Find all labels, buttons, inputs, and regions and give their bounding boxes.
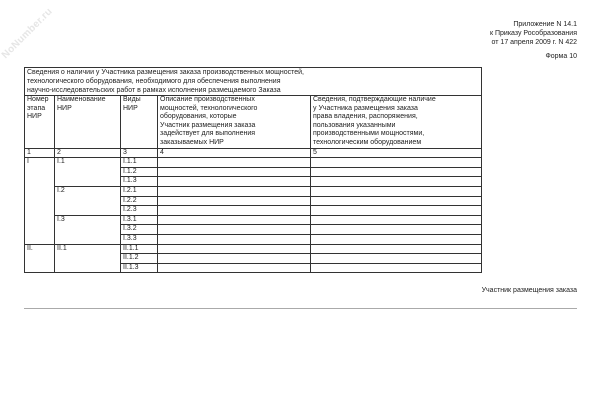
column-number-row: [25, 148, 482, 158]
column-number: 4: [158, 148, 311, 158]
column-number: 3: [121, 148, 158, 158]
header-stage: Номер этапа НИР: [25, 96, 55, 149]
type-cell: I.2.2: [121, 196, 158, 206]
type-cell: II.1.3: [121, 263, 158, 273]
description-cell: [158, 206, 311, 216]
evidence-cell: [311, 206, 482, 216]
evidence-cell: [311, 254, 482, 264]
evidence-cell: [311, 167, 482, 177]
evidence-cell: [311, 234, 482, 244]
description-cell: [158, 215, 311, 225]
header-name: Наименование НИР: [55, 96, 121, 149]
annex-block: [490, 20, 577, 47]
type-cell: I.2.1: [121, 186, 158, 196]
description-cell: [158, 186, 311, 196]
watermark: NoNumber.ru: [0, 6, 55, 61]
column-number: 2: [55, 148, 121, 158]
type-cell: I.1.2: [121, 167, 158, 177]
stage-cell: I: [25, 158, 55, 244]
description-cell: [158, 167, 311, 177]
name-cell: II.1: [55, 244, 121, 273]
header-types: Виды НИР: [121, 96, 158, 149]
name-cell: I.2: [55, 186, 121, 215]
evidence-cell: [311, 244, 482, 254]
description-cell: [158, 244, 311, 254]
evidence-cell: [311, 186, 482, 196]
type-cell: II.1.2: [121, 254, 158, 264]
description-cell: [158, 196, 311, 206]
evidence-cell: [311, 263, 482, 273]
name-cell: I.1: [55, 158, 121, 187]
evidence-cell: [311, 215, 482, 225]
description-cell: [158, 177, 311, 187]
type-cell: I.3.3: [121, 234, 158, 244]
header-description: Описание производственных мощностей, технологического оборудования, которые Участник размещения заказа задействует для выполнения заказываемых НИР: [158, 96, 311, 149]
header-row: [25, 96, 482, 149]
column-number: 1: [25, 148, 55, 158]
annex-line-2: к Приказу Рособразования: [489, 30, 577, 37]
description-cell: [158, 254, 311, 264]
table-row: [25, 215, 482, 225]
evidence-cell: [311, 225, 482, 235]
type-cell: I.3.1: [121, 215, 158, 225]
annex-line-3: от 17 апреля 2009 г. N 422: [491, 39, 577, 46]
signature-label: Участник размещения заказа: [481, 287, 577, 294]
description-cell: [158, 225, 311, 235]
header-evidence: Сведения, подтверждающие наличие у Участника размещения заказа права владения, распоряжения, пользования указанными производственными мощностями, технологическим оборудованием: [311, 96, 482, 149]
evidence-cell: [311, 177, 482, 187]
evidence-cell: [311, 196, 482, 206]
column-number: 5: [311, 148, 482, 158]
capacities-table: [24, 67, 482, 273]
table-row: [25, 186, 482, 196]
annex-line-1: Приложение N 14.1: [513, 21, 577, 28]
stage-cell: II.: [25, 244, 55, 273]
description-cell: [158, 158, 311, 168]
type-cell: I.1.3: [121, 177, 158, 187]
table-row: [25, 244, 482, 254]
table-caption: Сведения о наличии у Участника размещения заказа производственных мощностей, технологического оборудования, необходимого для обеспечения выполнения научно-исследовательских работ в рамках исполнения размещаемого Заказа: [25, 68, 482, 96]
name-cell: I.3: [55, 215, 121, 244]
type-cell: I.3.2: [121, 225, 158, 235]
type-cell: I.1.1: [121, 158, 158, 168]
description-cell: [158, 234, 311, 244]
signature-line: [24, 308, 577, 309]
form-label: Форма 10: [545, 53, 577, 60]
description-cell: [158, 263, 311, 273]
type-cell: I.2.3: [121, 206, 158, 216]
evidence-cell: [311, 158, 482, 168]
table-row: [25, 158, 482, 168]
type-cell: II.1.1: [121, 244, 158, 254]
